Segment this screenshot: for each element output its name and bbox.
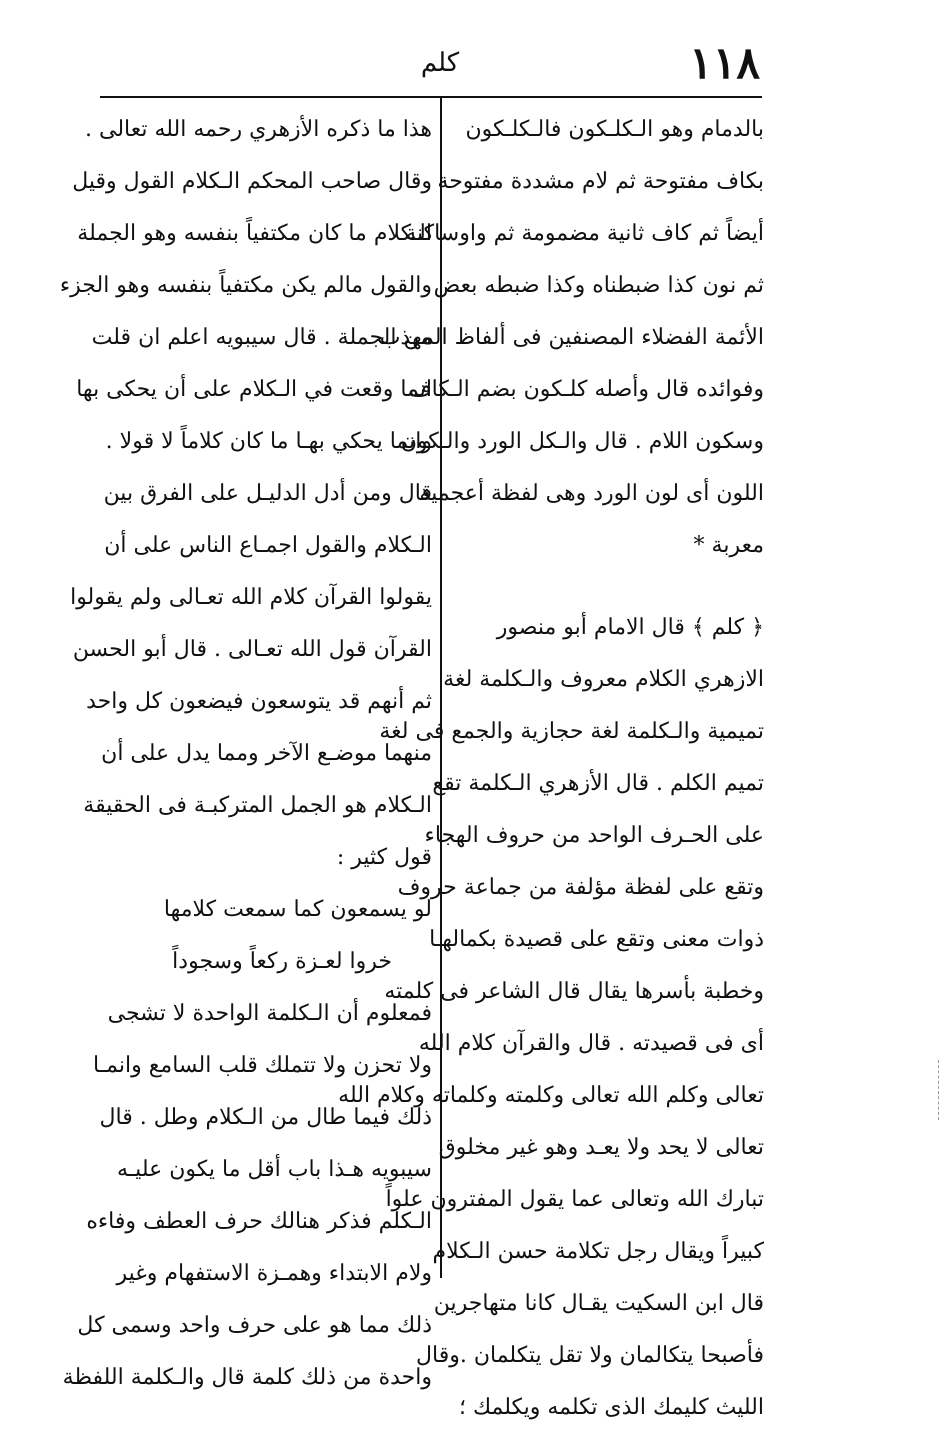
text-line: واحدة من ذلك كلمة قال والـكلمة اللفظة [62,1365,432,1390]
text-line: الـكلام هو الجمل المتركبـة فى الحقيقة [83,793,432,818]
text-line: وسكون اللام . قال والـكل الورد والـكون [400,429,764,454]
text-line: ولا تحزن ولا تتملك قلب السامع وانمـا [93,1053,432,1078]
text-line: وتقع على لفظة مؤلفة من جماعة حروف [397,875,764,900]
text-line: قول كثير : [336,845,432,870]
text-line: على الحـرف الواحد من حروف الهجاء [424,823,764,848]
text-line: تميم الكلم . قال الأزهري الـكلمة تقع [432,771,764,796]
header-rule [100,96,762,98]
text-line: ذوات معنى وتقع على قصيدة بكمالهـا [429,927,764,952]
text-line: معربة * [693,533,764,558]
text-line: ذلك فيما طال من الـكلام وطل . قال [99,1105,432,1130]
text-line: الـكلام ما كان مكتفياً بنفسه وهو الجملة [77,221,432,246]
text-line: ثم أنهم قد يتوسعون فيضعون كل واحد [86,689,432,714]
text-line: ثم نون كذا ضبطناه وكذا ضبطه بعض [433,273,764,298]
text-line: يقولوا القرآن كلام الله تعـالى ولم يقولوا [70,585,432,610]
text-line: منهما موضـع الآخر ومما يدل على أن [101,741,432,766]
entry-gap [452,572,764,602]
text-line: تبارك الله وتعالى عما يقول المفترون علواً [385,1187,764,1212]
text-line: سيبويه هـذا باب أقل ما يكون عليـه [116,1157,432,1182]
text-line: أى فى قصيدته . قال والقرآن كلام الله [418,1031,764,1056]
text-line: أيضاً ثم كاف ثانية مضمومة ثم واوساكنة [405,221,764,246]
text-line: قال ابن السكيت يقـال كانا متهاجرين [433,1291,764,1316]
entry-heading-line: ﴿ كلم ﴾ قال الامام أبو منصور [496,615,764,640]
text-line: فمعلوم أن الـكلمة الواحدة لا تشجى [107,1001,432,1026]
text-line: وقال صاحب المحكم الـكلام القول وقيل [72,169,432,194]
text-line: الازهري الكلام معروف والـكلمة لغة [443,667,764,692]
text-line: الأئمة الفضلاء المصنفين فى ألفاظ المهذب [379,325,764,350]
text-line: هذا ما ذكره الأزهري رحمه الله تعالى . [85,117,432,142]
text-line: تميمية والـكلمة لغة حجازية والجمع فى لغة [379,719,764,744]
text-line: انما وقعت في الـكلام على أن يحكى بها [76,377,432,402]
text-line: الـكلام والقول اجمـاع الناس على أن [104,533,432,558]
text-line: وخطبة بأسرها يقال قال الشاعر فى كلمته [384,979,764,1004]
text-line: تعالى وكلم الله تعالى وكلمته وكلماته وكلام الله [338,1083,764,1108]
text-line: وانما يحكي بهـا ما كان كلاماً لا قولا . [105,429,432,454]
text-line: من الجملة . قال سيبويه اعلم ان قلت [91,325,432,350]
left-column [59,104,432,1404]
text-line: قال ومن أدل الدليـل على الفرق بين [103,481,432,506]
text-line: القرآن قول الله تعـالى . قال أبو الحسن [72,637,432,662]
verse-line: لو يسمعون كما سمعت كلامها [163,897,432,922]
text-line: كبيراً ويقال رجل تكلامة حسن الـكلام [432,1239,764,1264]
text-line: بكاف مفتوحة ثم لام مشددة مفتوحة [437,169,764,194]
text-line: الليث كليمك الذى تكلمه ويكلمك ؛ [458,1395,764,1420]
text-line: وفوائده قال وأصله كلـكون بضم الـكاف [408,377,764,402]
page-header [100,38,760,98]
text-line: اللون أى لون الورد وهى لفظة أعجمية [419,481,764,506]
text-line: الـكلم فذكر هنالك حرف العطف وفاءه [86,1209,432,1234]
page-number: ١١٨ [689,38,760,89]
verse-line: خروا لعـزة ركعاً وسجوداً [172,949,392,974]
scan-edge-mark [938,1060,939,1120]
text-line: فأصبحا يتكالمان ولا تقل يتكلمان .وقال [416,1343,764,1368]
text-line: والقول مالم يكن مكتفياً بنفسه وهو الجزء [59,273,432,298]
text-line: بالدمام وهو الـكلـكون فالـكلـكون [465,117,764,142]
text-line: ولام الابتداء وهمـزة الاستفهام وغير [116,1261,432,1286]
text-line: تعالى لا يحد ولا يعـد وهو غير مخلوق [438,1135,764,1160]
running-head: كلم [420,48,460,78]
text-line: ذلك مما هو على حرف واحد وسمى كل [77,1313,432,1338]
